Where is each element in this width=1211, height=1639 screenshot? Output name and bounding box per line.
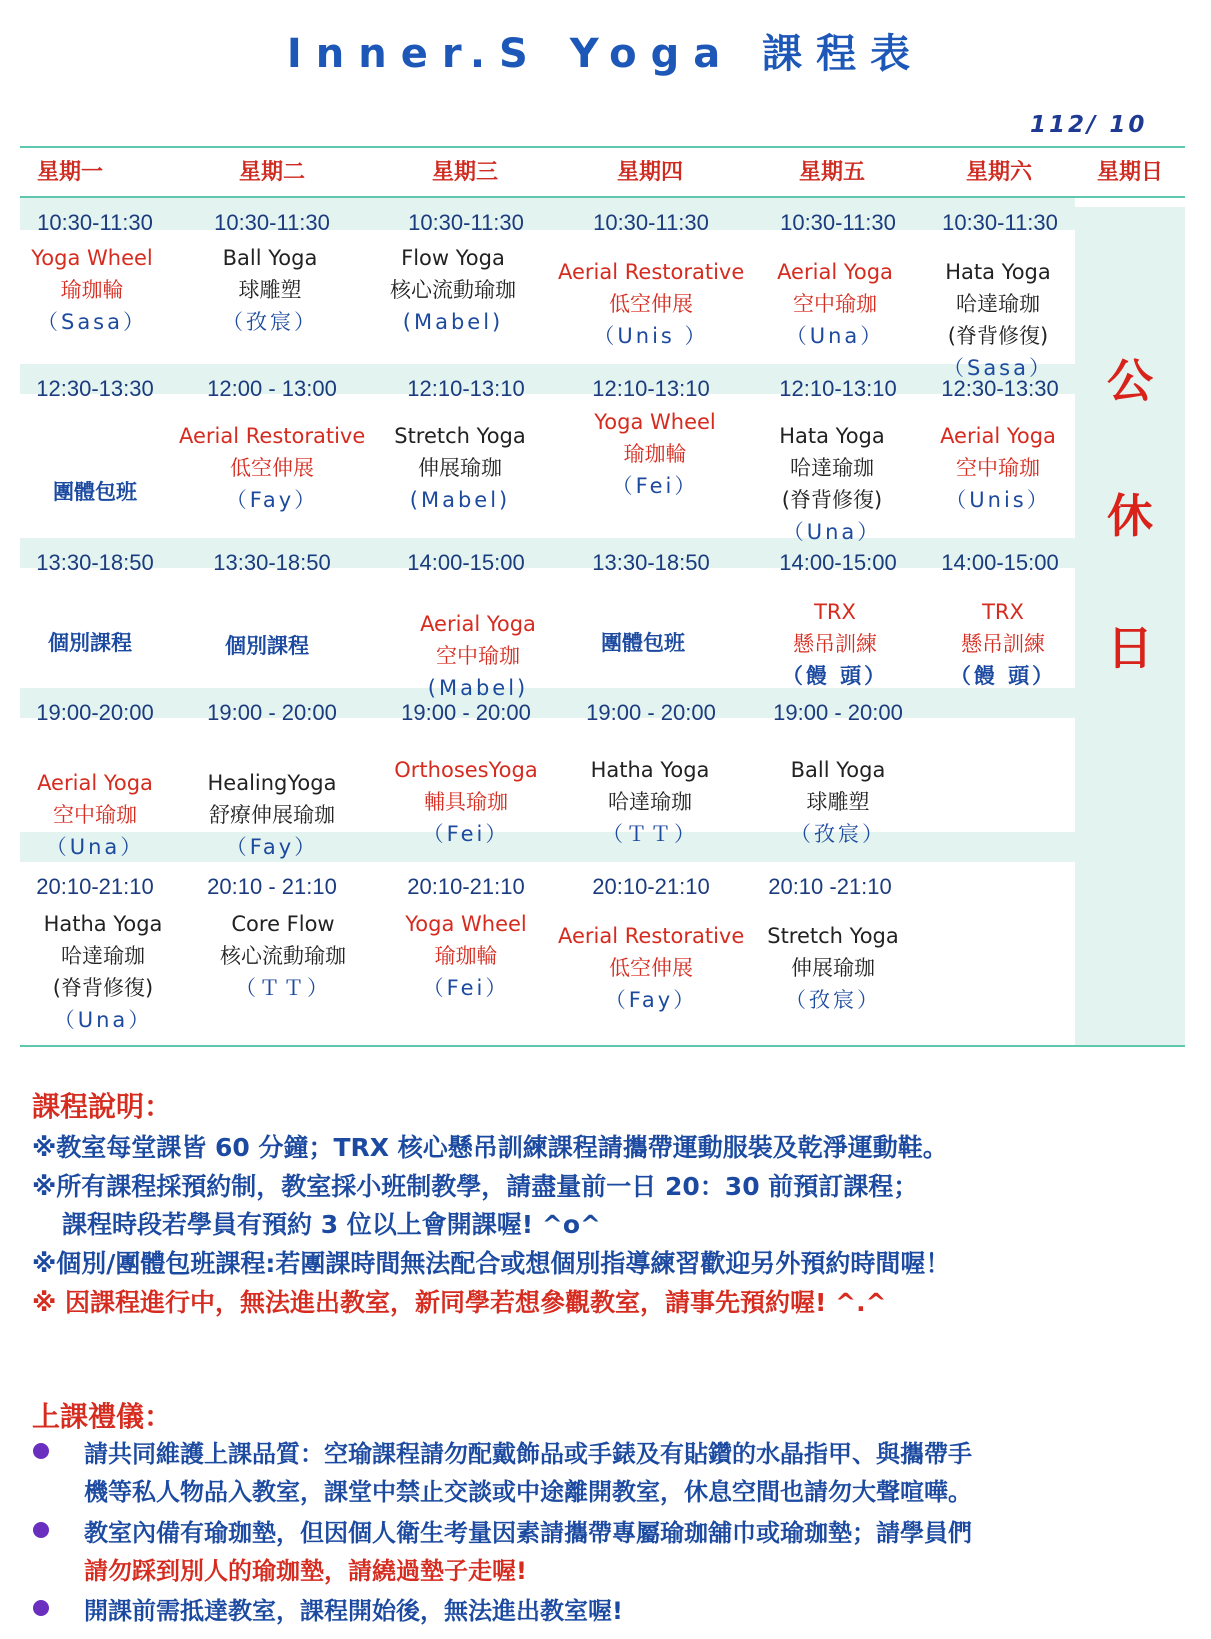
time-slot: 19:00 - 20:00 — [207, 700, 337, 725]
time-slot: 14:00-15:00 — [779, 550, 897, 575]
class-name: 個別課程 — [48, 631, 132, 655]
time-slot: 20:10 -21:10 — [768, 874, 892, 899]
time-slot: 12:00 - 13:00 — [207, 376, 337, 401]
class-cell — [550, 627, 736, 659]
class-cell — [373, 908, 559, 1004]
class-cell — [557, 754, 743, 850]
time-slot: 13:30-18:50 — [592, 550, 710, 575]
class-cell — [558, 920, 744, 1016]
class-cell — [745, 754, 931, 850]
class-cell — [190, 908, 376, 1004]
day-header-fri: 星期五 — [798, 160, 865, 185]
class-cell — [905, 420, 1091, 516]
teacher-name: （Una） — [53, 1008, 153, 1032]
time-slot: 12:10-13:10 — [592, 376, 710, 401]
teacher-name: （Una） — [785, 324, 885, 348]
class-cell — [385, 608, 571, 704]
time-slot: 12:30-13:30 — [941, 376, 1059, 401]
class-name: Hata Yoga — [945, 260, 1051, 284]
time-slot: 14:00-15:00 — [407, 550, 525, 575]
etiquette-line: 開課前需抵達教室，課程開始後，無法進出教室喔! — [84, 1597, 623, 1625]
closed-char: 日 — [1107, 621, 1153, 675]
class-name-zh: 懸吊訓練 — [961, 632, 1045, 656]
class-name: 個別課程 — [225, 634, 309, 658]
class-cell — [905, 256, 1091, 384]
class-name-zh: 瑜珈輪 — [434, 944, 498, 968]
class-name: Yoga Wheel — [405, 912, 527, 936]
time-slot: 10:30-11:30 — [593, 210, 709, 235]
class-name-zh: 低空伸展 — [609, 292, 693, 316]
class-cell — [179, 420, 365, 516]
day-header-sun: 星期日 — [1096, 160, 1163, 185]
time-slot: 19:00 - 20:00 — [586, 700, 716, 725]
class-name-zh: 球雕塑 — [238, 278, 302, 302]
teacher-name: （Fei） — [422, 822, 510, 846]
class-name-zh: 哈達瑜珈 — [790, 456, 874, 480]
time-slot: 19:00 - 20:00 — [401, 700, 531, 725]
teacher-name: （Sasa） — [942, 356, 1053, 380]
class-name: Aerial Yoga — [940, 424, 1056, 448]
class-name-zh: 低空伸展 — [609, 956, 693, 980]
bullet-icon — [33, 1600, 49, 1616]
class-name: Aerial Yoga — [37, 771, 153, 795]
course-notes-title: 課程說明： — [32, 1090, 173, 1123]
class-name: Aerial Restorative — [179, 424, 366, 448]
class-name-zh: 球雕塑 — [806, 790, 870, 814]
class-name-zh: 低空伸展 — [230, 456, 314, 480]
teacher-name: （孜宸） — [785, 988, 881, 1012]
time-slot: 12:10-13:10 — [407, 376, 525, 401]
class-name-zh: 伸展瑜珈 — [791, 956, 875, 980]
teacher-name: (Mabel) — [409, 488, 511, 512]
class-name: HealingYoga — [207, 771, 337, 795]
teacher-name: （Fei） — [611, 474, 699, 498]
class-cell — [740, 920, 926, 1016]
etiquette-line: 教室內備有瑜珈墊，但因個人衛生考量因素請攜帶專屬瑜珈舖巾或瑜珈墊；請學員們 — [84, 1519, 972, 1547]
class-name: Yoga Wheel — [594, 410, 716, 434]
class-cell — [174, 630, 360, 662]
class-name: Aerial Yoga — [420, 612, 536, 636]
time-slot: 12:10-13:10 — [779, 376, 897, 401]
class-name-zh: 空中瑜珈 — [793, 292, 877, 316]
teacher-name: （Fei） — [422, 976, 510, 1000]
class-cell — [2, 767, 188, 863]
class-name: Core Flow — [231, 912, 335, 936]
class-name: OrthosesYoga — [394, 758, 538, 782]
teacher-name: （饅 頭） — [949, 664, 1057, 688]
header-rule — [20, 196, 1185, 198]
class-cell — [179, 767, 365, 863]
teacher-name: （Una） — [45, 835, 145, 859]
class-cell — [177, 242, 363, 338]
time-slot: 14:00-15:00 — [941, 550, 1059, 575]
class-name: Stretch Yoga — [394, 424, 526, 448]
class-cell — [910, 596, 1096, 692]
class-name-zh: 輔具瑜珈 — [424, 790, 508, 814]
closed-char: 公 — [1107, 354, 1153, 408]
class-cell — [0, 627, 183, 659]
class-name-zh: 瑜珈輪 — [623, 442, 687, 466]
class-name-zh: 懸吊訓練 — [793, 632, 877, 656]
class-cell — [0, 242, 185, 338]
time-slot: 20:10-21:10 — [36, 874, 154, 899]
course-note-line: ※個別/團體包班課程:若團課時間無法配合或想個別指導練習歡迎另外預約時間喔！ — [32, 1249, 951, 1278]
class-name-zh: 核心流動瑜珈 — [220, 944, 346, 968]
class-cell — [562, 406, 748, 502]
class-cell — [742, 596, 928, 692]
time-slot: 19:00 - 20:00 — [773, 700, 903, 725]
class-name: 團體包班 — [601, 631, 685, 655]
class-name-zh: 空中瑜珈 — [956, 456, 1040, 480]
teacher-name: （饅 頭） — [781, 664, 889, 688]
table-top-rule — [20, 146, 1185, 148]
class-cell — [742, 256, 928, 352]
time-slot: 10:30-11:30 — [37, 210, 153, 235]
bullet-icon — [33, 1443, 49, 1459]
teacher-name: （孜宸） — [790, 822, 886, 846]
class-cell — [367, 420, 553, 516]
day-header-mon: 星期一 — [36, 160, 103, 185]
time-slot: 10:30-11:30 — [942, 210, 1058, 235]
teacher-name: （Unis） — [945, 488, 1051, 512]
class-name: Aerial Restorative — [558, 260, 745, 284]
schedule-date: 112/ 10 — [1030, 112, 1148, 138]
class-name: Aerial Yoga — [777, 260, 893, 284]
class-note: (脊背修復) — [781, 488, 883, 512]
teacher-name: （Una） — [782, 520, 882, 544]
class-name-zh: 核心流動瑜珈 — [390, 278, 516, 302]
teacher-name: （Fay） — [225, 488, 319, 512]
day-header-tue: 星期二 — [238, 160, 305, 185]
etiquette-title: 上課禮儀： — [32, 1400, 173, 1433]
class-name: Hatha Yoga — [43, 912, 163, 936]
class-name: Ball Yoga — [790, 758, 886, 782]
class-name-zh: 哈達瑜珈 — [61, 944, 145, 968]
teacher-name: （ＴＴ） — [602, 822, 698, 846]
class-note: (脊背修復) — [947, 324, 1049, 348]
class-name: Hatha Yoga — [590, 758, 710, 782]
day-header-wed: 星期三 — [431, 160, 498, 185]
table-bottom-rule — [20, 1045, 1185, 1047]
day-header-sat: 星期六 — [965, 160, 1032, 185]
class-name: TRX — [982, 600, 1024, 624]
closed-char: 休 — [1107, 489, 1153, 543]
class-name-zh: 空中瑜珈 — [53, 803, 137, 827]
teacher-name: (Mabel) — [427, 676, 529, 700]
page-title: Inner.S Yoga 課程表 — [286, 31, 925, 77]
etiquette-line: 機等私人物品入教室，課堂中禁止交談或中途離開教室，休息空間也請勿大聲喧嘩。 — [84, 1478, 972, 1506]
etiquette-line: 請勿踩到別人的瑜珈墊，請繞過墊子走喔! — [84, 1557, 527, 1585]
class-note: (脊背修復) — [52, 976, 154, 1000]
etiquette-line: 請共同維護上課品質：空瑜課程請勿配戴飾品或手錶及有貼鑽的水晶指甲、與攜帶手 — [84, 1440, 972, 1468]
course-note-line: ※教室每堂課皆 60 分鐘；TRX 核心懸吊訓練課程請攜帶運動服裝及乾淨運動鞋。 — [32, 1133, 948, 1162]
teacher-name: （Unis ） — [593, 324, 709, 348]
time-slot: 10:30-11:30 — [780, 210, 896, 235]
class-cell — [10, 908, 196, 1036]
teacher-name: （Fay） — [225, 835, 319, 859]
class-name: TRX — [814, 600, 856, 624]
class-cell — [373, 754, 559, 850]
class-name-zh: 哈達瑜珈 — [956, 292, 1040, 316]
teacher-name: （Sasa） — [36, 310, 147, 334]
class-cell — [2, 476, 188, 508]
time-slot: 20:10-21:10 — [407, 874, 525, 899]
class-name: 團體包班 — [53, 480, 137, 504]
time-slot: 20:10-21:10 — [592, 874, 710, 899]
class-name: Ball Yoga — [222, 246, 318, 270]
day-header-thu: 星期四 — [616, 160, 683, 185]
course-note-line: ※ 因課程進行中，無法進出教室，新同學若想參觀教室，請事先預約喔! ^.^ — [32, 1288, 887, 1317]
class-name-zh: 舒療伸展瑜珈 — [209, 803, 335, 827]
time-slot: 20:10 - 21:10 — [207, 874, 337, 899]
teacher-name: (Mabel) — [402, 310, 504, 334]
teacher-name: （ＴＴ） — [235, 976, 331, 1000]
class-name: Hata Yoga — [779, 424, 885, 448]
class-cell — [558, 256, 744, 352]
time-slot: 10:30-11:30 — [214, 210, 330, 235]
teacher-name: （孜宸） — [222, 310, 318, 334]
class-name-zh: 哈達瑜珈 — [608, 790, 692, 814]
teacher-name: （Fay） — [604, 988, 698, 1012]
course-note-line: ※所有課程採預約制，教室採小班制教學，請盡量前一日 20：30 前預訂課程； — [32, 1172, 919, 1201]
class-name-zh: 瑜珈輪 — [60, 278, 124, 302]
time-slot: 10:30-11:30 — [408, 210, 524, 235]
bullet-icon — [33, 1522, 49, 1538]
class-name: Aerial Restorative — [558, 924, 745, 948]
time-slot: 13:30-18:50 — [213, 550, 331, 575]
class-name: Flow Yoga — [401, 246, 505, 270]
time-slot: 12:30-13:30 — [36, 376, 154, 401]
class-name-zh: 伸展瑜珈 — [418, 456, 502, 480]
time-slot: 13:30-18:50 — [36, 550, 154, 575]
time-slot: 19:00-20:00 — [36, 700, 154, 725]
class-cell — [739, 420, 925, 548]
class-name-zh: 空中瑜珈 — [436, 644, 520, 668]
class-cell — [360, 242, 546, 338]
class-name: Yoga Wheel — [31, 246, 153, 270]
class-name: Stretch Yoga — [767, 924, 899, 948]
course-note-line: 課程時段若學員有預約 3 位以上會開課喔! ^o^ — [62, 1210, 601, 1239]
